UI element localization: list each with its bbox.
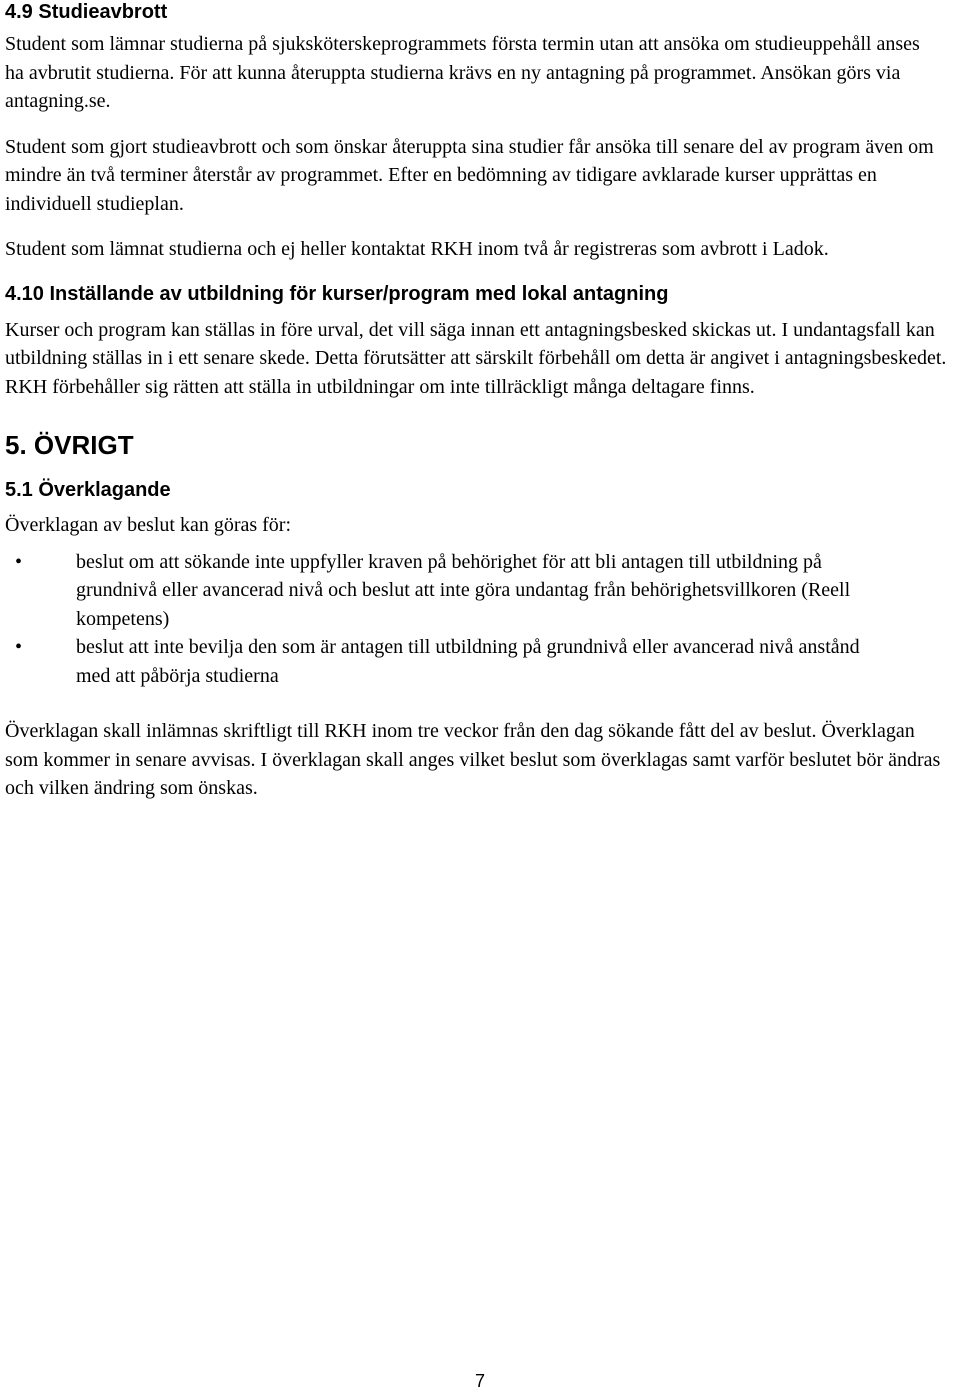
heading-5-1: 5.1 Överklagande (5, 479, 171, 501)
list-item-text: beslut att inte bevilja den som är antagen till utbildning på grundnivå eller avancerad nivå anstånd med att påbörja studierna (76, 636, 860, 687)
paragraph-5-1-intro: Överklagan av beslut kan göras för: (5, 514, 292, 536)
paragraph-4-9-2: Student som gjort studieavbrott och som önskar återuppta sina studier får ansöka till senare del av program även om mindre än två terminer återstår av programmet. Efter en bedömning av tidigare avklarade kurser upprättas en individuell studieplan. (5, 135, 934, 215)
list-item-text: beslut om att sökande inte uppfyller kraven på behörighet för att bli antagen till utbildning på grundnivå eller avancerad nivå och beslut att inte göra undantag från behörighetsvillkoren (Reell kompetens) (76, 550, 851, 630)
heading-5: 5. ÖVRIGT (5, 430, 134, 460)
document-page (5, 0, 955, 803)
bullet-icon: • (15, 636, 23, 658)
heading-4-9: 4.9 Studieavbrott (5, 1, 168, 23)
page-number: 7 (474, 1371, 485, 1391)
list-item (5, 633, 875, 690)
bullet-icon: • (15, 550, 23, 573)
heading-4-10: 4.10 Inställande av utbildning för kurser/program med lokal antagning (5, 282, 669, 305)
appeal-grounds-list (5, 548, 875, 691)
paragraph-5-1-closing: Överklagan skall inlämnas skriftligt till RKH inom tre veckor från den dag sökande fått del av beslut. Överklagan som kommer in senare avvisas. I överklagan skall anges vilket beslut som överklagas samt varför beslutet bör ändras och vilken ändring som önskas. (5, 720, 941, 799)
paragraph-4-10-1: Kurser och program kan ställas in före urval, det vill säga innan ett antagningsbesked skickas ut. I undantagsfall kan utbildning ställas in i ett senare skede. Detta förutsätter att särskilt förbehåll om detta är angivet i antagningsbeskedet. RKH förbehåller sig rätten att ställa in utbildningar om inte tillräckligt många deltagare finns. (5, 318, 947, 398)
paragraph-4-9-3: Student som lämnat studierna och ej heller kontaktat RKH inom två år registreras som avbrott i Ladok. (5, 238, 829, 260)
list-item (5, 548, 875, 634)
paragraph-4-9-1: Student som lämnar studierna på sjuksköterskeprogrammets första termin utan att ansöka om studieuppehåll anses ha avbrutit studierna. För att kunna återuppta studierna krävs en ny antagning på programmet. Ansökan görs via antagning.se. (5, 33, 920, 112)
